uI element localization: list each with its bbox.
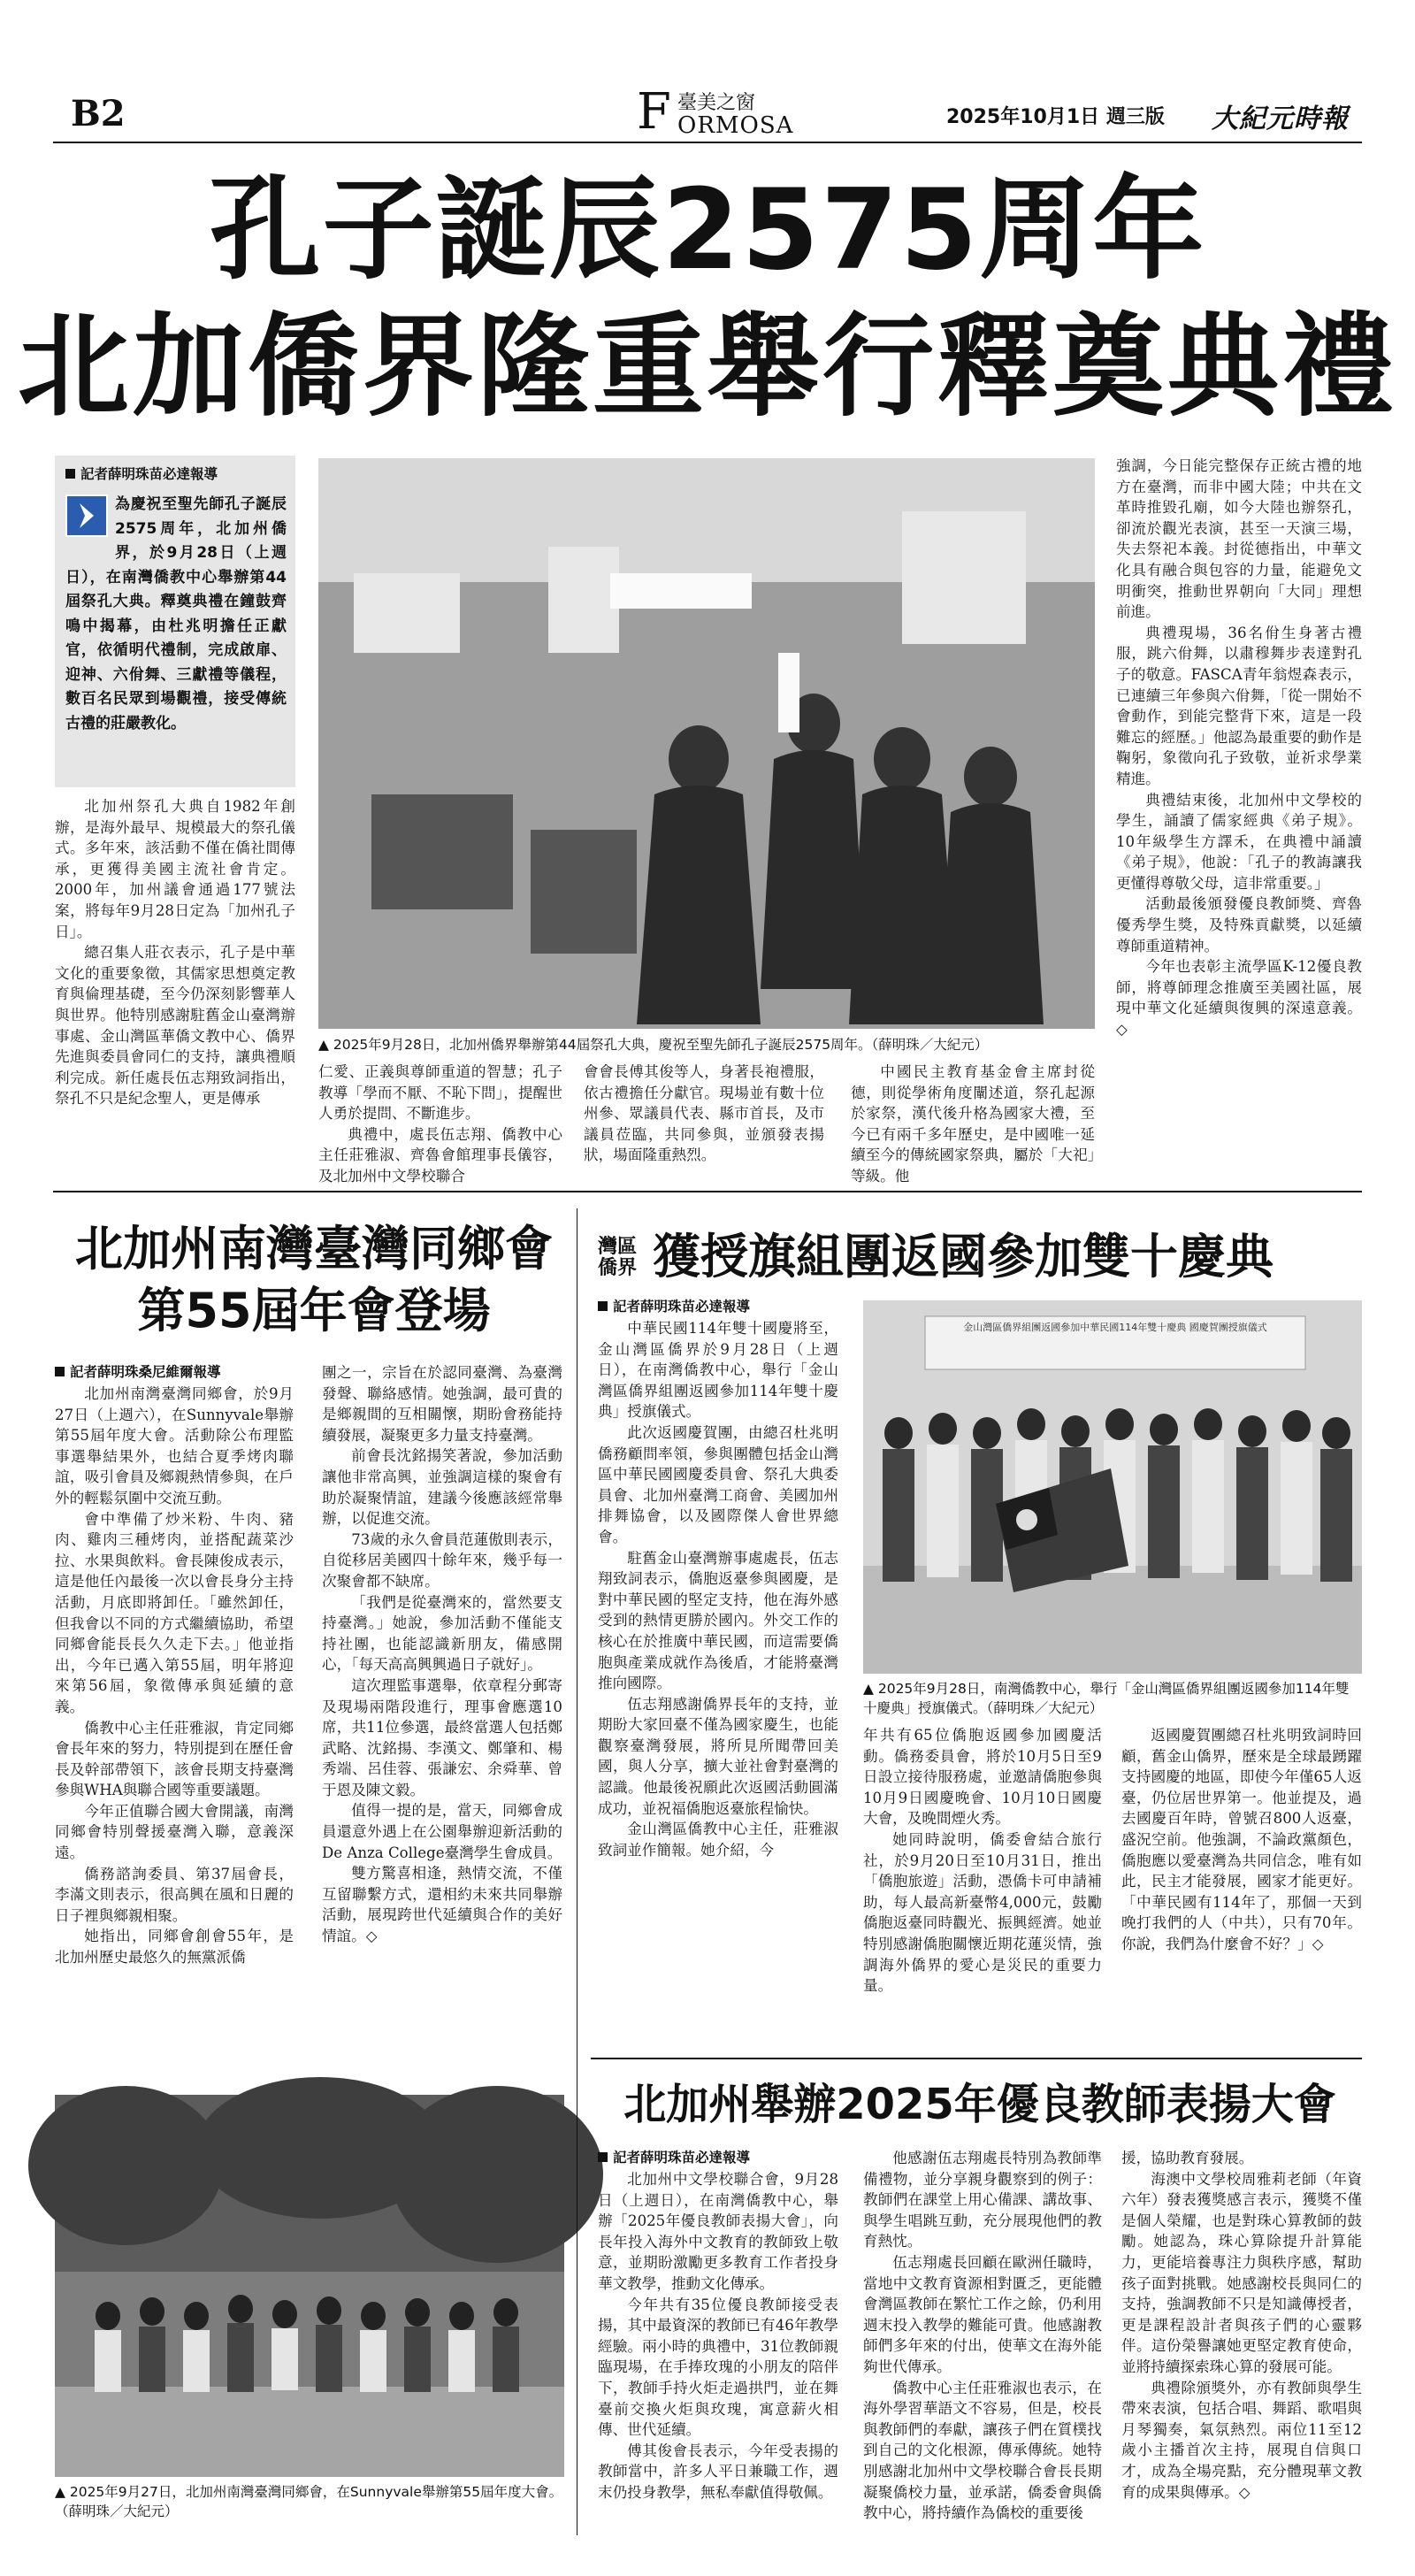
- story2-group-photo: [55, 2095, 564, 2477]
- story1-col1-para: 總召集人莊衣表示，孔子是中華文化的重要象徵，其儒家思想奠定教育與倫理基礎，至今仍深刻影響華人與世界。他特別感謝駐舊金山臺灣辦事處、金山灣區華僑文教中心、僑界先進與委員會同仁的支持，讓典禮順利完成。新任處長伍志翔致詞指出，祭孔不只是紀念聖人，更是傳承: [55, 944, 295, 1108]
- newspaper-name: 大紀元時報: [1212, 104, 1349, 134]
- story1-col4-para: 中國民主教育基金會主席封從德，則從學術角度闡述道，祭孔起源於家祭，漢代後升格為國家大禮，至今已有兩千多年歷史，是中國唯一延續至今的傳統國家祭典，屬於「大祀」等級。他: [851, 1063, 1095, 1184]
- page-number: B2: [71, 93, 126, 134]
- story3-col1-para: 中華民國114年雙十國慶將至，金山灣區僑界於9月28日（上週日），在南灣僑教中心，舉行「金山灣區僑界組團返國參加114年雙十慶典」授旗儀式。: [598, 1320, 838, 1421]
- story3-byline: [598, 1297, 750, 1316]
- story3-col2-para: 她同時說明，僑委會結合旅行社，於9月20日至10月31日，推出「僑胞旅遊」活動，憑僑卡可申請補助，每人最高新臺幣4,000元，鼓勵僑胞返臺同時觀光、振興經濟。她並特別感謝僑胞關懷近期花蓮災情，強調海外僑界的愛心是災民的重要力量。: [863, 1830, 1102, 1995]
- story3-col1-para: 此次返國慶賀團，由總召杜兆明僑務顧問率領，參與團體包括金山灣區中華民國國慶委員會、祭孔大典委員會、北加州臺灣工商會、美國加州排舞協會，以及國際傑人會世界總會。: [598, 1423, 838, 1545]
- story4-byline-text: 記者薛明珠苗必達報導: [613, 2150, 751, 2166]
- story2-col1-para: 北加州南灣臺灣同鄉會，於9月27日（上週六），在Sunnyvale舉辦第55屆年度大會。活動除公布理監事選舉結果外，也結合夏季烤肉聯誼，吸引會員及鄉親熱情參與，在戶外的輕鬆氛圍中交流互動。: [55, 1385, 294, 1506]
- story2-byline-text: 記者薛明珠桑尼維爾報導: [70, 1364, 221, 1380]
- story3-col2-para: 年共有65位僑胞返國參加國慶活動。僑務委員會，將於10月5日至9日設立接待服務處，並邀請僑胞參與10月9日國慶晚會、10月10日國慶大會，及晚間煙火秀。: [863, 1727, 1102, 1828]
- story3-col1-para: 駐舊金山臺灣辦事處處長，伍志翔致詞表示，僑胞返臺參與國慶，是對中華民國的堅定支持，他在海外感受到的熱情更勝於國內。外交工作的核心在於推廣中華民國，而這需要僑胞與產業成就作為後盾，才能將臺灣推向國際。: [598, 1549, 838, 1692]
- story3-col3: [1121, 1725, 1362, 2049]
- story1-col3: [584, 1062, 824, 1164]
- section-en-initial: F: [637, 83, 671, 141]
- story1-col1-para: 北加州祭孔大典自1982年創辦，是海外最早、規模最大的祭孔儀式。多年來，該活動不僅在僑社間傳承，更獲得美國主流社會肯定。2000年，加州議會通過177號法案，將每年9月28日定為「加州孔子日」。: [55, 798, 295, 940]
- masthead-rule: [53, 142, 1362, 143]
- lead-float-spacer: [65, 493, 115, 542]
- story4-headline: 北加州舉辦2025年優良教師表揚大會: [623, 2080, 1336, 2129]
- story2-col2-para: 這次理監事選舉，依章程分郵寄及現場兩階段進行，理事會應選10席，共11位參選，最終當選人包括鄭武略、沈銘揚、李漢文、鄭肇和、楊秀端、呂佳蓉、張謙宏、余舜華、曾于恩及陳文毅。: [322, 1676, 562, 1798]
- square-bullet-icon: [598, 1301, 608, 1311]
- story1-lead-box: [55, 456, 295, 787]
- story2-photo-caption: ▲ 2025年9月27日，北加州南灣臺灣同鄉會，在Sunnyvale舉辦第55屆年度大會。（薛明珠／大紀元）: [55, 2484, 563, 2519]
- story2-headline-line1: 北加州南灣臺灣同鄉會: [75, 1221, 553, 1276]
- story1-col3-para: 會會長傅其俊等人，身著長袍禮服，依古禮擔任分獻官。現場並有數十位州參、眾議員代表、縣市首長，及市議員莅臨，共同參與，並頒發表揚狀，場面隆重熱烈。: [584, 1063, 824, 1164]
- section-logo: [637, 84, 831, 139]
- story4-col3-para: 援，協助教育發展。: [1121, 2150, 1254, 2166]
- story1-col1: [55, 796, 295, 1137]
- story1-col2-para: 仁愛、正義與尊師重道的智慧；孔子教導「學而不厭、不恥下問」，提醒世人勇於提問、不斷進步。: [318, 1063, 562, 1123]
- story4-col1-para: 傅其俊會長表示，今年受表揚的教師當中，許多人平日兼職工作，週末仍投身教學，無私奉獻值得敬佩。: [598, 2442, 838, 2501]
- story3-photo-banner: 金山灣區僑界組團返國參加中華民國114年雙十慶典 國慶賀團授旗儀式: [963, 1322, 1267, 1333]
- story3-kicker: [598, 1237, 647, 1279]
- story3-kicker-line1: 灣區: [598, 1236, 638, 1258]
- story4-col3-para: 典禮除頒獎外，亦有教師與學生帶來表演，包括合唱、舞蹈、歌唱與月琴獨奏，氣氛熱烈。兩位11至12歲小主播首次主持，展現自信與口才，成為全場亮點，充分體現華文教育的成果與傳承。◇: [1121, 2379, 1362, 2501]
- story3-col2: [863, 1725, 1102, 2049]
- story1-lead-text: 為慶祝至聖先師孔子誕辰2575周年，北加州僑界，於9月28日（上週日），在南灣僑教中心舉辦第44屆祭孔大典。釋奠典禮在鐘鼓齊鳴中揭幕，由杜兆明擔任正獻官，依循明代禮制，完成啟扉、迎神、六佾舞、三獻禮等儀程，數百名民眾到場觀禮，接受傳統古禮的莊嚴教化。: [65, 495, 287, 732]
- square-bullet-icon: [598, 2152, 608, 2162]
- story2-col2-para: 團之一，宗旨在於認同臺灣、為臺灣發聲、聯絡感情。她強調，最可貴的是鄉親間的互相關懷，期盼會務能持續發展，凝聚更多力量支持臺灣。: [322, 1364, 562, 1444]
- story2-col1-para: 僑務諮詢委員、第37屆會長，李滿文則表示，很高興在風和日麗的日子裡與鄉親相聚。: [55, 1865, 294, 1924]
- story4-col3: [1121, 2148, 1362, 2549]
- story3-col1-para: 伍志翔感謝僑界長年的支持，並期盼大家回臺不僅為國家慶生，也能觀察臺灣發展，將所見所聞帶回美國，與人分享，擴大並社會對臺灣的認識。他最後祝願此次返國活動圓滿成功，並祝福僑胞返臺旅程愉快。: [598, 1695, 838, 1817]
- story2-col2-para: 前會長沈銘揚笑著說，參加活動讓他非常高興，並強調這樣的聚會有助於凝聚情誼，建議今後應該經常舉辦，以促進交流。: [322, 1447, 562, 1528]
- story1-col2: [318, 1062, 562, 1184]
- section-cn-title: 臺美之窗: [677, 92, 756, 114]
- story2-col1-para: 會中準備了炒米粉、牛肉、豬肉、雞肉三種烤肉，並搭配蔬菜沙拉、水果與飲料。會長陳俊成表示，這是他任內最後一次以會長身分主持活動，月底即將卸任。「雖然卸任，但我會以不同的方式繼續協助，希望同鄉會能長長久久走下去。」他並指出，今年已邁入第55屆，明年將迎來第56屆，象徵傳承與延續的意義。: [55, 1510, 294, 1715]
- story2-col1-para: 僑教中心主任莊雅淑，肯定同鄉會長年來的努力，特別提到在歷任會長及幹部帶領下，該會長期支持臺灣參與WHA與聯合國等重要議題。: [55, 1719, 294, 1799]
- story4-col1: [598, 2169, 838, 2549]
- story4-col1-para: 今年共有35位優良教師接受表揚，其中最資深的教師已有46年教學經驗。兩小時的典禮中，31位教師親臨現場，在手捧玫瑰的小朋友的陪伴下，教師手持火炬走過拱門，並在舞臺前交換火炬與玫瑰，寓意薪火相傳、世代延續。: [598, 2296, 838, 2439]
- story3-col1-para: 金山灣區僑教中心主任，莊雅淑致詞並作簡報。她介紹，今: [598, 1821, 838, 1859]
- story2-col1-para: 今年正值聯合國大會開議，南灣同鄉會特別聲援臺灣入聯，意義深遠。: [55, 1802, 294, 1862]
- story3-col3-para: 返國慶賀團總召杜兆明致詞時回顧，舊金山僑界，歷來是全球最踴躍支持國慶的地區，即使今年僅65人返臺，仍位居世界第一。他並提及，過去國慶百年時，曾號召800人返臺，盛況空前。他強調，不論政黨顏色，僑胞應以愛臺灣為共同信念，唯有如此，民主才能發展，國家才能更好。「中華民國有114年了，那個一天到晚打我們的人（中共），只有70年。你說，我們為什麼會不好？」◇: [1121, 1727, 1362, 1952]
- story1-right-para: 典禮結束後，北加州中文學校的學生，誦讀了儒家經典《弟子規》。10年級學生方譯禾，在典禮中誦讀《弟子規》，他說：「孔子的教誨讓我更懂得尊敬父母，這非常重要。」: [1116, 791, 1362, 892]
- story1-photo-caption: ▲ 2025年9月28日，北加州僑界舉辦第44屆祭孔大典，慶祝至聖先師孔子誕辰2575周年。（薛明珠／大紀元）: [318, 1037, 989, 1053]
- story2-col2-para: 值得一提的是，當天，同鄉會成員還意外遇上在公園舉辦迎新活動的De Anza College臺灣學生會成員。: [322, 1802, 562, 1861]
- story2-col1-para: 她指出，同鄉會創會55年，是北加州歷史最悠久的無黨派僑: [55, 1928, 294, 1966]
- story1-right-para: 活動最後頒發優良教師獎、齊魯優秀學生獎，及特殊貢獻獎，以延續尊師重道精神。: [1116, 895, 1362, 954]
- story3-headline: 獲授旗組團返國參加雙十慶典: [653, 1229, 1274, 1284]
- story3-bottom-rule: [591, 2058, 1362, 2059]
- story2-col2-para: 73歲的永久會員范蓮傲則表示，自從移居美國四十餘年來，幾乎每一次聚會都不缺席。: [322, 1530, 562, 1590]
- story1-byline: [65, 464, 218, 484]
- story1-right-para: 今年也表彰主流學區K-12優良教師，將尊師理念推廣至美國社區，展現中華文化延續與復興的深遠意義。◇: [1116, 958, 1362, 1039]
- story3-kicker-line2: 僑界: [598, 1257, 638, 1279]
- story1-right-para: 強調，今日能完整保存正統古禮的地方在臺灣，而非中國大陸；中共在文革時推毀孔廟，如今大陸也辦祭孔，卻流於觀光表演，甚至一天演三場，失去祭祀本義。封從德指出，中華文化具有融合與包容的力量，能避免文明衝突，推動世界朝向「大同」理想前進。: [1116, 457, 1362, 621]
- story3-flag-photo: [863, 1300, 1362, 1674]
- story1-ceremony-photo: [318, 458, 1095, 1029]
- story4-byline: [598, 2148, 750, 2167]
- square-bullet-icon: [65, 469, 75, 479]
- story2-col2: [322, 1362, 562, 2082]
- story3-photo-caption: ▲ 2025年9月28日，南灣僑教中心，舉行「金山灣區僑界組團返國參加114年雙十慶典」授旗儀式。（薛明珠／大紀元）: [863, 1681, 1350, 1716]
- story2-col2-para: 「我們是從臺灣來的，當然要支持臺灣。」她說，參加活動不僅能支持社團，也能認識新朋友，備感開心，「每天高高興興過日子就好」。: [322, 1593, 562, 1674]
- story1-col2-para: 典禮中，處長伍志翔、僑教中心主任莊雅淑、齊魯會館理事長儀容，及北加州中文學校聯合: [318, 1125, 562, 1184]
- story1-headline-line2: 北加僑界隆重舉行釋奠典禮: [18, 302, 1397, 432]
- story4-col2-para: 他感謝伍志翔處長特別為教師準備禮物，並分享親身觀察到的例子：教師們在課堂上用心備課、講故事、與學生唱跳互動，充分展現他們的教育熱忱。: [863, 2150, 1102, 2250]
- story1-lead: [65, 493, 287, 736]
- story2-byline: [55, 1362, 221, 1382]
- story3-byline-text: 記者薛明珠苗必達報導: [613, 1299, 751, 1315]
- story4-col2-para: 僑教中心主任莊雅淑也表示，在海外學習華語文不容易，但是，校長與教師們的奉獻，讓孩子們在質樸找到自己的文化根源，傳承傳統。她特別感謝北加州中文學校聯合會長長期凝聚僑校力量，並承諾，僑委會與僑教中心，將持續作為僑校的重要後: [863, 2379, 1102, 2522]
- story4-col1-para: 北加州中文學校聯合會，9月28日（上週日），在南灣僑教中心，舉辦「2025年優良教師表揚大會」，向長年投入海外中文教育的教師致上敬意，並期盼激勵更多教育工作者投身華文教學，推動文化傳承。: [598, 2171, 838, 2292]
- story4-col2: [863, 2148, 1102, 2549]
- story1-headline-line1: 孔子誕辰2575周年: [209, 165, 1206, 295]
- story1-byline-text: 記者薛明珠苗必達報導: [80, 466, 218, 482]
- story1-bottom-rule: [53, 1191, 1362, 1192]
- story4-col2-para: 伍志翔處長回顧在歐洲任職時，當地中文教育資源相對匱乏，更能體會灣區教師在繁忙工作之餘，仍利用週末投入教學的難能可貴。他感謝教師們多年來的付出，使華文在海外能夠世代傳承。: [863, 2253, 1102, 2375]
- story1-col-right: [1116, 456, 1362, 1137]
- story1-right-para: 典禮現場，36名佾生身著古禮服，跳六佾舞，以肅穆舞步表達對孔子的敬意。FASCA青年翁煜森表示，已連續三年參與六佾舞，「從一開始不會動作，到能完整背下來，這是一段難忘的經歷。」他認為最重要的動作是鞠躬，象徵向孔子致敬，並祈求學業精進。: [1116, 624, 1362, 787]
- story3-col1: [598, 1318, 838, 2049]
- story4-col3-para: 海澳中文學校周雅莉老師（年資六年）發表獲獎感言表示，獲獎不僅是個人榮耀，也是對珠心算教師的鼓勵。她認為，珠心算除提升計算能力，更能培養專注力與秩序感，幫助孩子面對挑戰。她感謝校長與同仁的支持，強調教師不只是知識傳授者，更是課程設計者與孩子們的心靈夥伴。這份榮譽讓她更堅定教育使命，並將持續探索珠心算的發展可能。: [1121, 2170, 1362, 2375]
- masthead: [53, 84, 1371, 146]
- story2-col1: [55, 1384, 294, 2082]
- story2-headline-line2: 第55屆年會登場: [137, 1283, 491, 1338]
- section-en-title: ORMOSA: [677, 112, 794, 139]
- square-bullet-icon: [55, 1367, 65, 1376]
- issue-date: 2025年10月1日 週三版: [946, 106, 1165, 128]
- story1-col4: [851, 1062, 1095, 1184]
- story2-col2-para: 雙方驚喜相逢，熱情交流，不僅互留聯繫方式，還相約未來共同舉辦活動，展現跨世代延續與合作的美好情誼。◇: [322, 1865, 562, 1945]
